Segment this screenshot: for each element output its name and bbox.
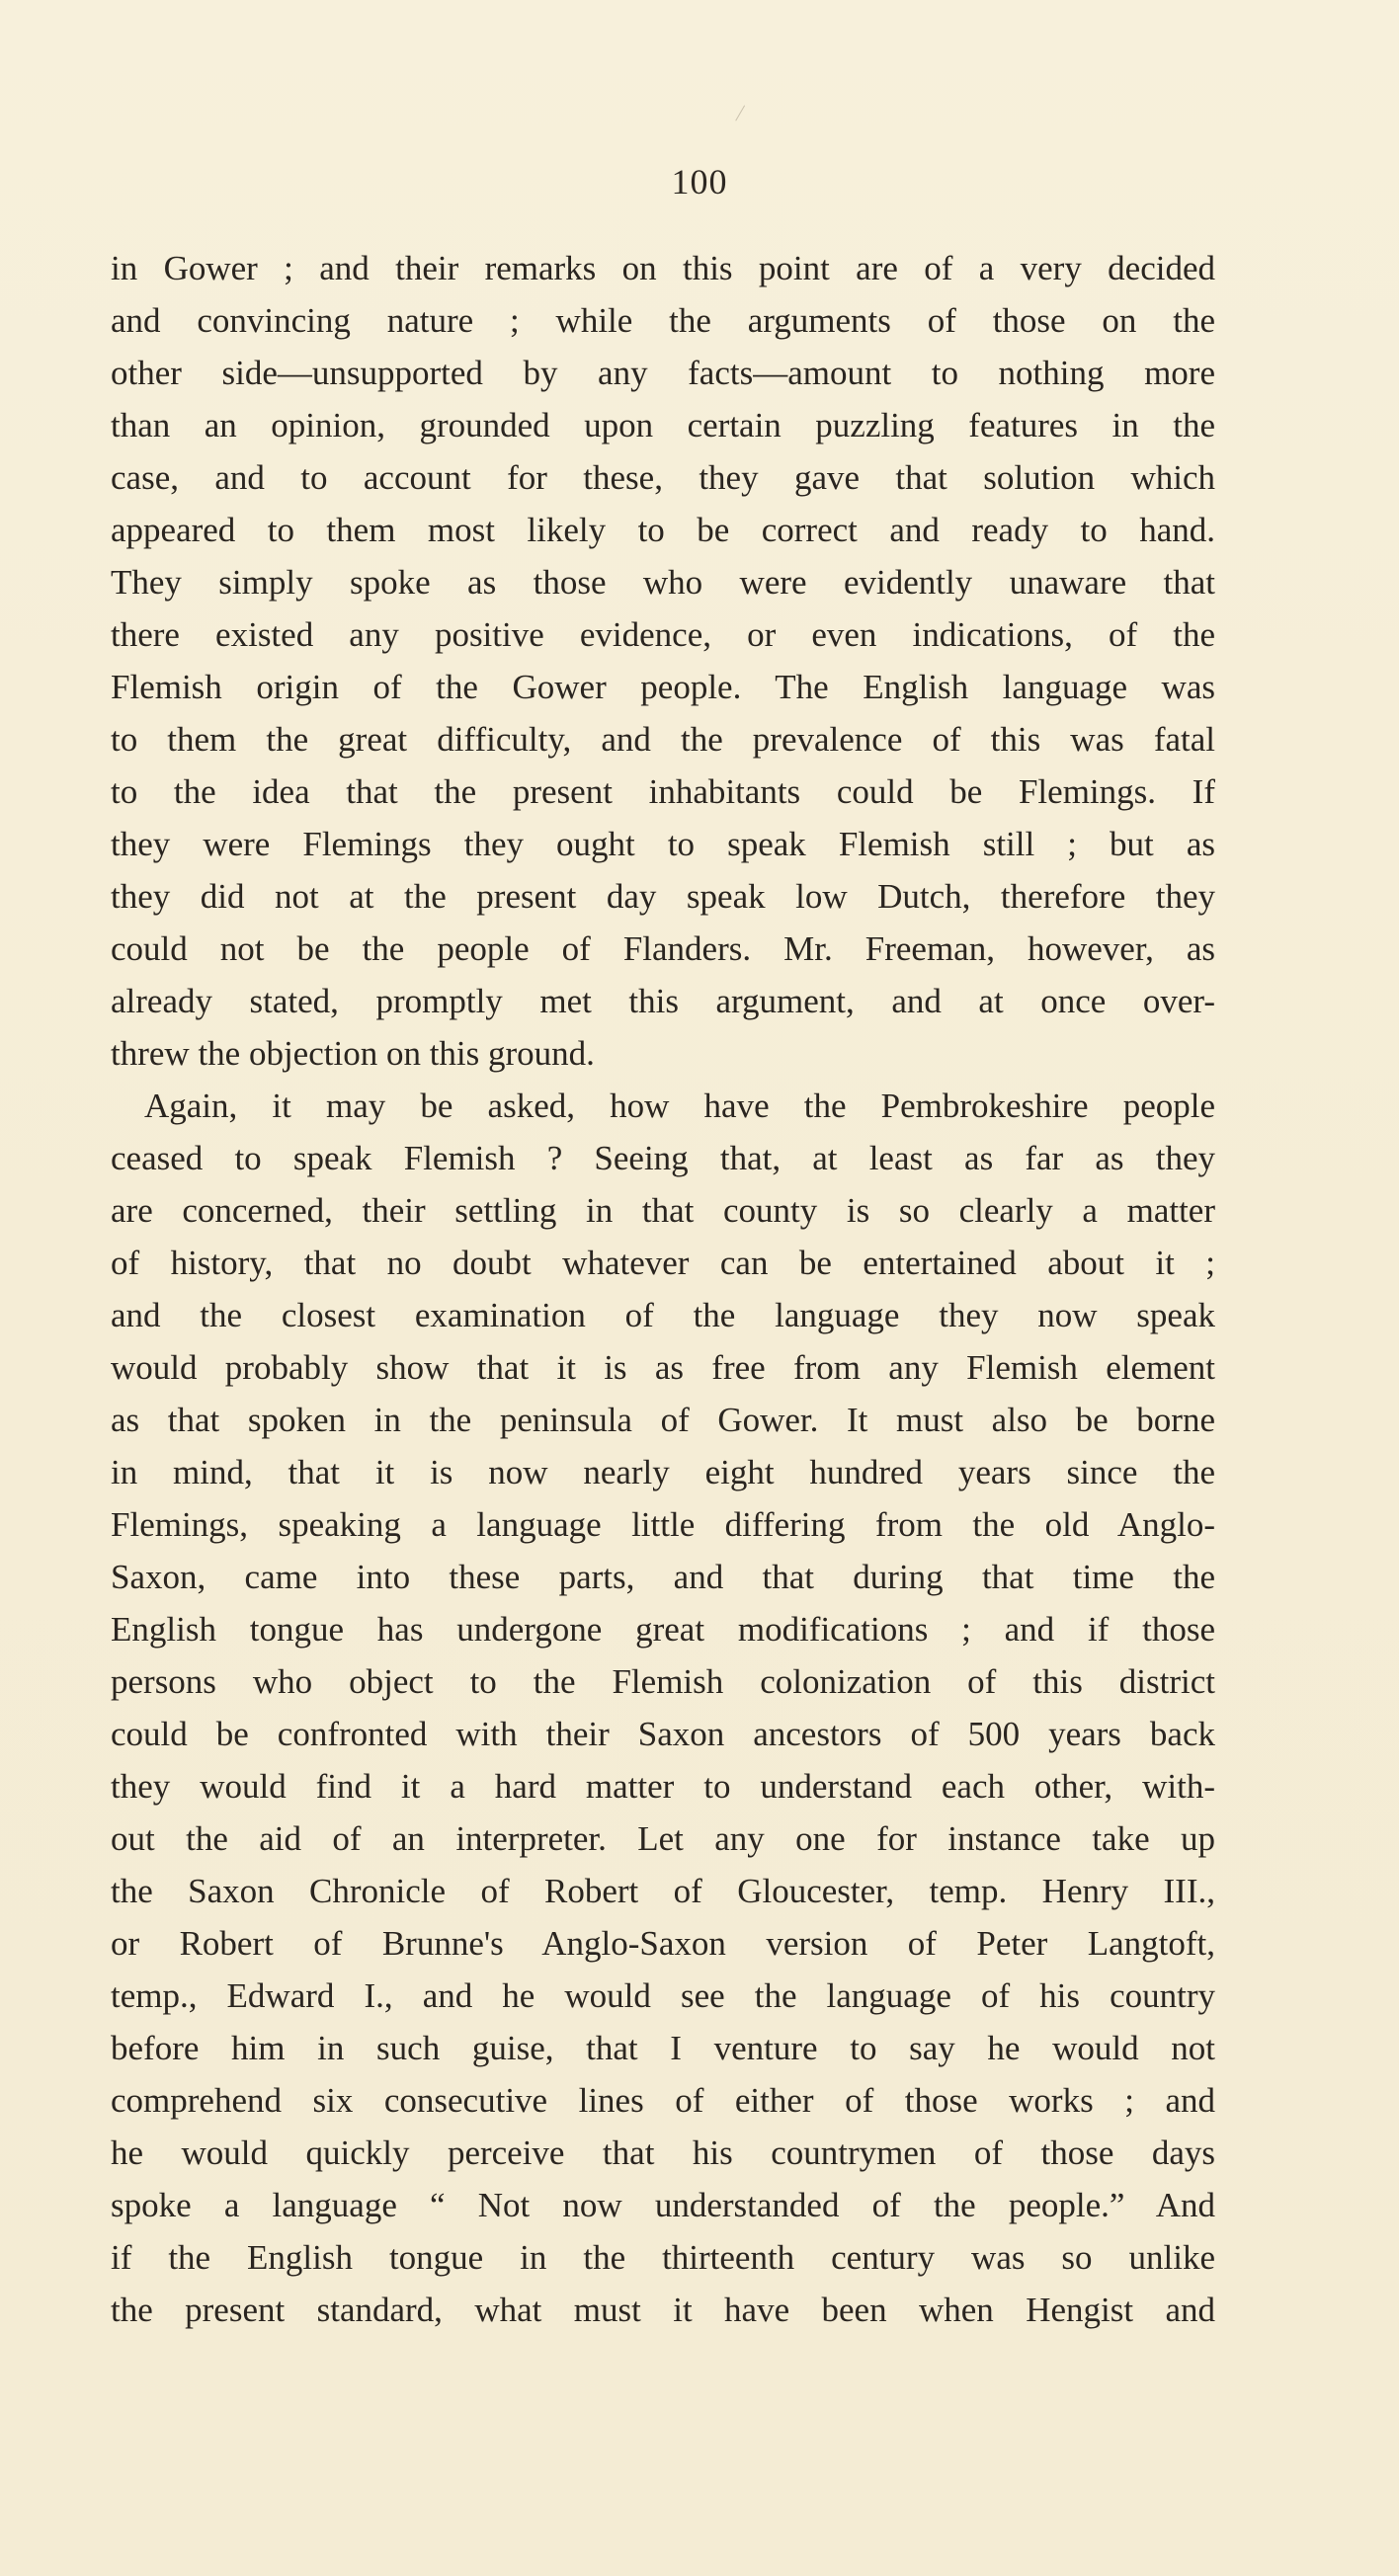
text-line: comprehend six consecutive lines of either of those works ; and — [111, 2081, 1215, 2120]
text-line: to them the great difficulty, and the prevalence of this was fatal — [111, 720, 1215, 759]
text-line: or Robert of Brunne's Anglo-Saxon version of Peter Langtoft, — [111, 1924, 1215, 1963]
text-line: before him in such guise, that I venture to say he would not — [111, 2029, 1215, 2067]
text-line: there existed any positive evidence, or even indications, of the — [111, 615, 1215, 654]
text-line: are concerned, their settling in that county is so clearly a matter — [111, 1191, 1215, 1230]
text-line: the present standard, what must it have been when Hengist and — [111, 2291, 1215, 2329]
text-line: temp., Edward I., and he would see the language of his country — [111, 1976, 1215, 2015]
text-line: out the aid of an interpreter. Let any one for instance take up — [111, 1819, 1215, 1858]
text-line: if the English tongue in the thirteenth century was so unlike — [111, 2238, 1215, 2277]
text-line: English tongue has undergone great modifications ; and if those — [111, 1610, 1215, 1649]
text-line: in Gower ; and their remarks on this point are of a very decided — [111, 249, 1215, 287]
text-line: could not be the people of Flanders. Mr. Freeman, however, as — [111, 929, 1215, 968]
text-line: Flemish origin of the Gower people. The English language was — [111, 668, 1215, 706]
text-line: appeared to them most likely to be correct and ready to hand. — [111, 511, 1215, 549]
text-line: already stated, promptly met this argument, and at once over- — [111, 982, 1215, 1020]
text-line: he would quickly perceive that his countrymen of those days — [111, 2133, 1215, 2172]
body-text — [111, 242, 1215, 2336]
text-line: other side—unsupported by any facts—amount to nothing more — [111, 354, 1215, 392]
text-line: in mind, that it is now nearly eight hundred years since the — [111, 1453, 1215, 1491]
text-line: could be confronted with their Saxon ancestors of 500 years back — [111, 1715, 1215, 1753]
text-line: and convincing nature ; while the arguments of those on the — [111, 301, 1215, 340]
text-line: and the closest examination of the language they now speak — [111, 1296, 1215, 1334]
text-line: they would find it a hard matter to understand each other, with- — [111, 1767, 1215, 1806]
text-line: Flemings, speaking a language little differing from the old Anglo- — [111, 1505, 1215, 1544]
page-number: 100 — [671, 162, 728, 201]
text-line: threw the objection on this ground. — [111, 1034, 595, 1073]
text-line: would probably show that it is as free from any Flemish element — [111, 1348, 1215, 1387]
text-line: Again, it may be asked, how have the Pembrokeshire people — [144, 1087, 1215, 1125]
text-line: spoke a language “ Not now understanded of the people.” And — [111, 2186, 1215, 2224]
text-line: case, and to account for these, they gave that solution which — [111, 458, 1215, 497]
text-line: than an opinion, grounded upon certain puzzling features in the — [111, 406, 1215, 444]
text-line: as that spoken in the peninsula of Gower. It must also be borne — [111, 1401, 1215, 1439]
text-line: they did not at the present day speak low Dutch, therefore they — [111, 877, 1215, 916]
text-line: to the idea that the present inhabitants could be Flemings. If — [111, 772, 1215, 811]
text-line: of history, that no doubt whatever can be entertained about it ; — [111, 1244, 1215, 1282]
paper-mark — [735, 105, 754, 125]
text-line: ceased to speak Flemish ? Seeing that, at least as far as they — [111, 1139, 1215, 1177]
text-line: the Saxon Chronicle of Robert of Gloucester, temp. Henry III., — [111, 1872, 1215, 1910]
text-line: persons who object to the Flemish colonization of this district — [111, 1662, 1215, 1701]
text-line: they were Flemings they ought to speak Flemish still ; but as — [111, 825, 1215, 863]
text-line: They simply spoke as those who were evidently unaware that — [111, 563, 1215, 602]
text-line: Saxon, came into these parts, and that during that time the — [111, 1558, 1215, 1596]
